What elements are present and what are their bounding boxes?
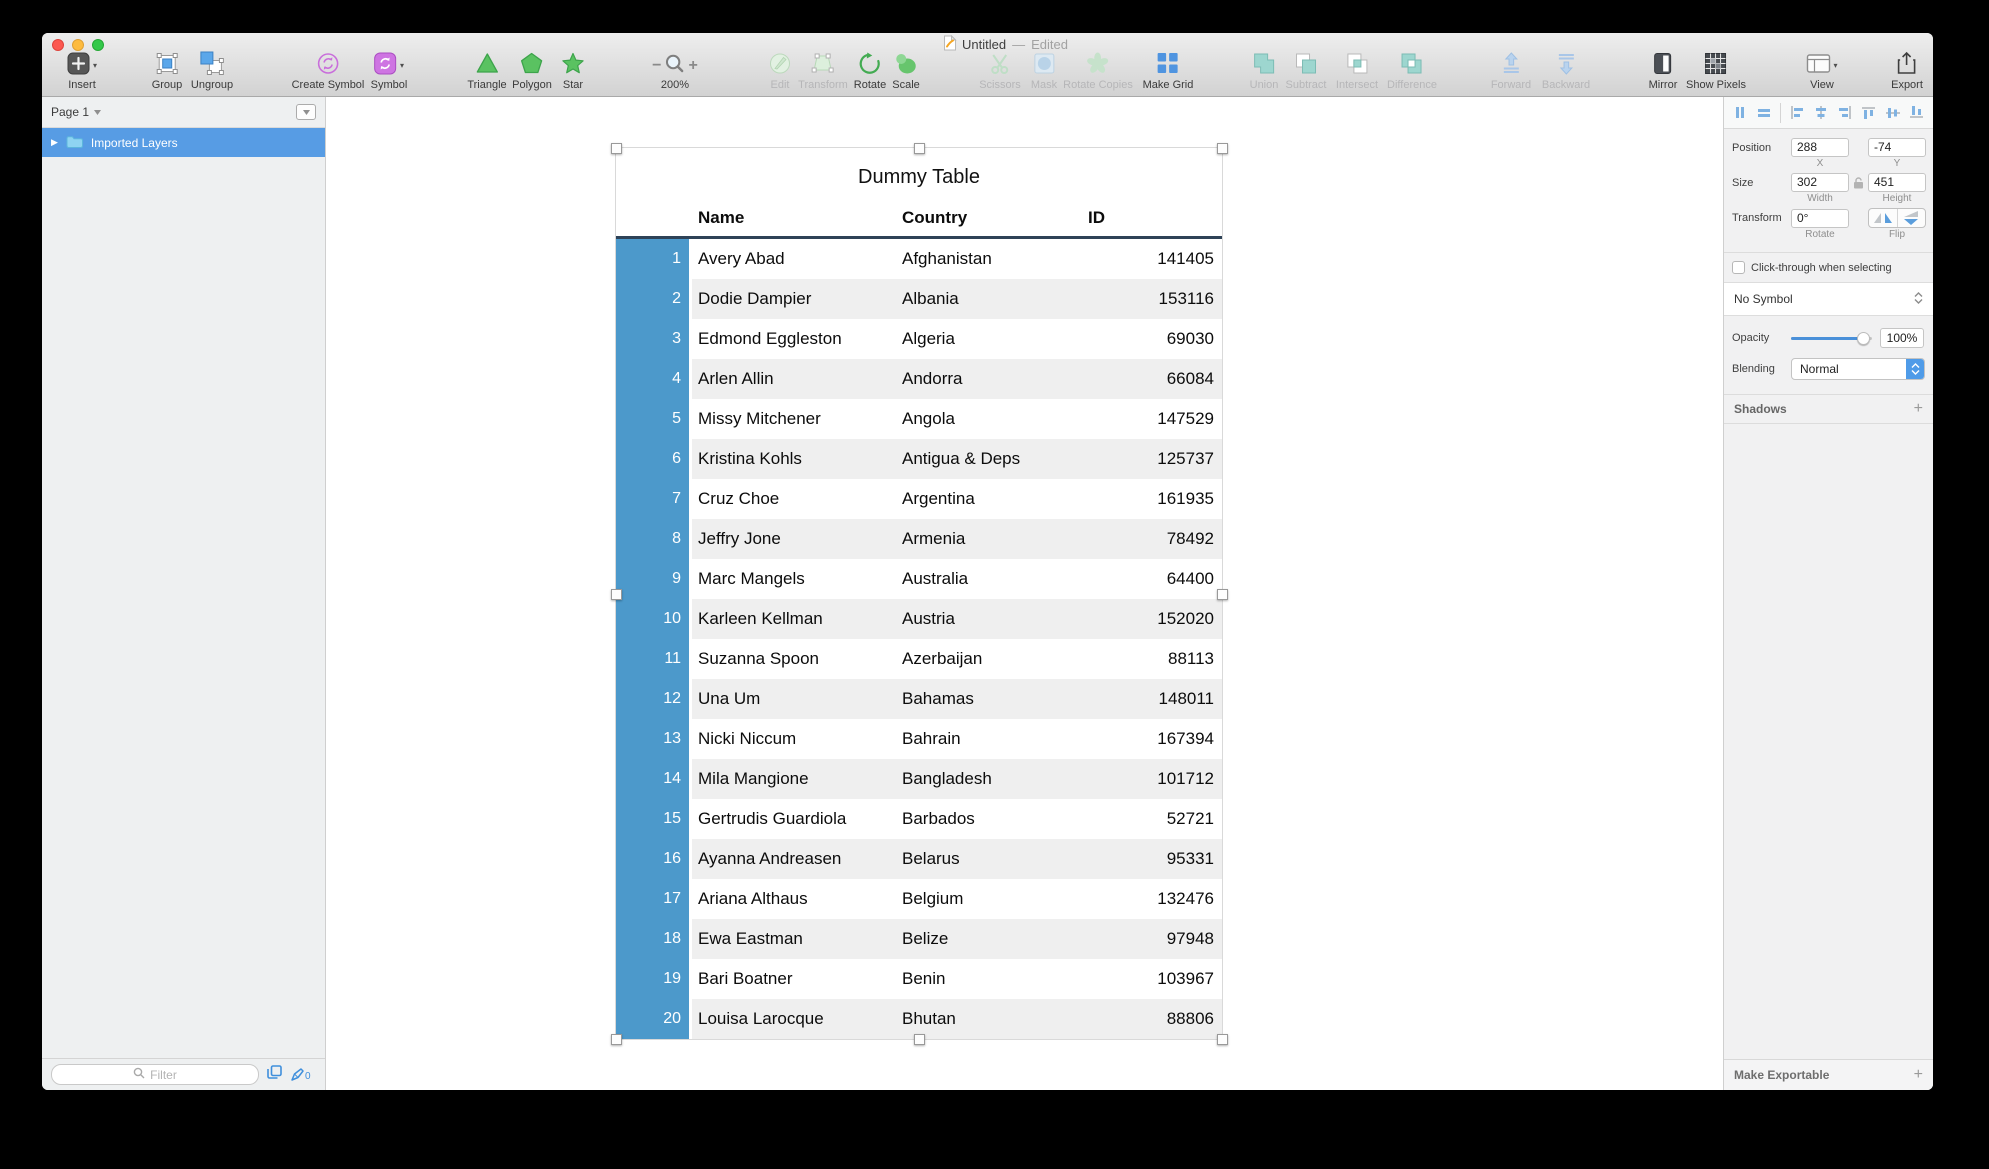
table-row (616, 879, 1222, 919)
table-row (616, 239, 1222, 279)
mirror-icon (1653, 52, 1673, 80)
cell-name: Karleen Kellman (698, 609, 823, 628)
cell-id: 148011 (1158, 689, 1214, 708)
close-button[interactable] (52, 39, 64, 51)
folder-icon (66, 135, 83, 151)
alignment-toolbar (1724, 97, 1933, 129)
selection-handle[interactable] (1217, 143, 1228, 154)
subtract-icon (1295, 52, 1318, 80)
opacity-slider[interactable] (1791, 332, 1872, 345)
shadows-section (1724, 394, 1933, 424)
flip-control (1868, 208, 1926, 228)
traffic-lights (52, 39, 104, 51)
chevron-down-icon: ▾ (92, 60, 98, 70)
rotate-icon (859, 52, 881, 80)
chevron-down-icon: ▾ (399, 60, 404, 70)
difference-button (1387, 52, 1437, 91)
main-area (42, 97, 1933, 1090)
row-number: 2 (616, 279, 692, 319)
flip-vertical-icon (1902, 210, 1920, 226)
group-icon (155, 52, 178, 80)
cell-id: 66084 (1166, 369, 1214, 388)
table-row (616, 839, 1222, 879)
table-row (616, 719, 1222, 759)
group-button[interactable] (152, 52, 183, 91)
page-selector[interactable] (42, 97, 325, 128)
cell-country: Armenia (902, 529, 966, 548)
cell-country: Belarus (902, 849, 960, 868)
row-number: 7 (616, 479, 692, 519)
cell-country: Bahrain (902, 729, 961, 748)
show-pixels-icon (1704, 52, 1727, 80)
show-pixels-button[interactable] (1686, 52, 1746, 91)
toolbar-item-label: Intersect (1335, 79, 1379, 91)
intersect-button (1336, 52, 1378, 91)
pen-icon (290, 1068, 304, 1082)
geometry-section (1724, 129, 1933, 244)
cell-country: Bahamas (902, 689, 974, 708)
cell-id: 152020 (1157, 609, 1214, 628)
slider-fill (1791, 337, 1863, 340)
view-icon (1806, 54, 1830, 78)
toolbar-item-label: Backward (1541, 79, 1591, 91)
cell-name: Una Um (698, 689, 761, 708)
cell-name: Nicki Niccum (698, 729, 797, 748)
pen-count: 0 (305, 1070, 311, 1082)
shadows-label: Shadows (1734, 402, 1787, 416)
table-row (616, 759, 1222, 799)
disclosure-triangle-icon[interactable]: ▶ (51, 137, 58, 147)
table-row (616, 679, 1222, 719)
forward-icon (1500, 52, 1523, 80)
row-number: 19 (616, 959, 692, 999)
row-number: 13 (616, 719, 692, 759)
slider-knob[interactable] (1857, 332, 1870, 345)
toolbar-item-label: Create Symbol (291, 79, 365, 91)
toolbar-item-label: Scissors (979, 79, 1021, 91)
selection-handle[interactable] (1217, 589, 1228, 600)
create-symbol-icon (316, 52, 339, 80)
toolbar-item-label: Mask (1030, 79, 1058, 91)
cell-id: 97948 (1166, 929, 1214, 948)
cell-name: Avery Abad (698, 249, 785, 268)
cell-name: Gertrudis Guardiola (698, 809, 847, 828)
layer-row-imported-layers[interactable] (42, 128, 325, 157)
cell-country: Argentina (902, 489, 975, 508)
transform-button (798, 52, 848, 91)
table-row (616, 519, 1222, 559)
cell-country: Bangladesh (902, 769, 992, 788)
forward-button (1491, 52, 1531, 91)
row-number: 8 (616, 519, 692, 559)
cell-country: Andorra (902, 369, 963, 388)
app-window (42, 33, 1933, 1090)
cell-id: 125737 (1157, 449, 1214, 468)
mask-button (1031, 52, 1057, 91)
cell-id: 101712 (1157, 769, 1214, 788)
zoom-window-button[interactable] (92, 39, 104, 51)
row-number: 20 (616, 999, 692, 1039)
cell-country: Algeria (902, 329, 955, 348)
row-number: 15 (616, 799, 692, 839)
rotate-button[interactable] (854, 52, 886, 91)
scissors-icon (989, 52, 1012, 80)
insert-button[interactable] (67, 52, 97, 91)
export-icon (1896, 51, 1917, 80)
window-chrome (42, 33, 1933, 97)
cell-id: 69030 (1166, 329, 1214, 348)
align-top-icon[interactable] (1859, 102, 1879, 124)
toolbar-item-label: View (1810, 79, 1834, 91)
toolbar-item-label: Make Grid (1142, 79, 1194, 91)
mirror-button[interactable] (1649, 52, 1678, 91)
toolbar-item-label: Export (1891, 79, 1923, 91)
align-middle-vertical-icon[interactable] (1883, 102, 1903, 124)
toolbar-item-label: Rotate (853, 79, 887, 91)
make-exportable[interactable] (1724, 1059, 1933, 1090)
updown-stepper-icon (1914, 291, 1923, 308)
layers-sidebar (42, 97, 326, 1090)
selection-handle[interactable] (611, 1034, 622, 1045)
cell-name: Edmond Eggleston (698, 329, 842, 348)
chevron-down-icon: ▾ (1833, 60, 1838, 70)
cell-country: Antigua & Deps (902, 449, 1021, 468)
titlebar (943, 36, 1068, 53)
flip-horizontal-button[interactable] (1869, 209, 1898, 227)
dropdown-stepper-icon (1906, 359, 1924, 379)
table-object[interactable] (616, 148, 1222, 1039)
toolbar-item-label: Scale (892, 79, 920, 91)
transform-icon (812, 52, 835, 79)
union-icon (1253, 52, 1276, 80)
polygon-icon (520, 52, 543, 79)
selection-handle[interactable] (611, 143, 622, 154)
cell-name: Arlen Allin (698, 369, 774, 388)
backward-icon (1554, 52, 1577, 80)
ungroup-button[interactable] (191, 52, 233, 91)
table-row (616, 599, 1222, 639)
cell-id: 161935 (1157, 489, 1214, 508)
row-number: 9 (616, 559, 692, 599)
align-bottom-icon[interactable] (1907, 102, 1927, 124)
table-title: Dummy Table (858, 166, 980, 188)
inspector-panel (1723, 97, 1933, 1090)
table-row (616, 279, 1222, 319)
zoom-button[interactable] (652, 52, 698, 91)
title-separator: — (1012, 37, 1026, 52)
cell-country: Austria (902, 609, 955, 628)
cell-id: 153116 (1158, 289, 1214, 308)
window-title: Untitled (962, 37, 1007, 52)
rotate-copies-button (1063, 52, 1133, 91)
toolbar-item-label: Symbol (370, 79, 408, 91)
table-row (616, 959, 1222, 999)
search-icon (133, 1067, 145, 1082)
triangle-button[interactable] (467, 52, 506, 91)
insert-icon (67, 52, 90, 80)
toolbar-item-label: Group (151, 79, 183, 91)
cell-country: Albania (902, 289, 959, 308)
zoom-icon (665, 53, 686, 79)
toolbar-item-label: Difference (1387, 79, 1437, 91)
cell-id: 88113 (1167, 649, 1214, 668)
filter-bar (42, 1058, 325, 1090)
table-rows (616, 239, 1222, 1039)
star-button[interactable] (561, 52, 585, 91)
table-row (616, 639, 1222, 679)
scissors-button (979, 52, 1021, 91)
create-symbol-button[interactable] (292, 52, 365, 91)
cell-name: Ewa Eastman (698, 929, 803, 948)
row-number: 4 (616, 359, 692, 399)
cell-id: 52721 (1166, 809, 1214, 828)
toolbar-item-label: Edit (770, 79, 790, 91)
row-number: 10 (616, 599, 692, 639)
column-header-country: Country (902, 208, 968, 227)
union-button (1250, 52, 1279, 91)
table-row (616, 559, 1222, 599)
table-row (616, 479, 1222, 519)
mask-icon (1033, 52, 1056, 80)
table-row (616, 319, 1222, 359)
symbol-button[interactable] (371, 52, 408, 91)
cell-id: 147529 (1157, 409, 1214, 428)
click-through-label: Click-through when selecting (1751, 261, 1892, 274)
layer-name: Imported Layers (90, 135, 178, 150)
row-number: 12 (616, 679, 692, 719)
row-number: 1 (616, 239, 692, 279)
cell-country: Barbados (902, 809, 975, 828)
filter-input[interactable] (51, 1064, 259, 1085)
cell-name: Cruz Choe (698, 489, 780, 508)
opacity-label: Opacity (1732, 332, 1770, 344)
toolbar-item-label: Star (562, 79, 584, 91)
canvas[interactable] (326, 97, 1723, 1090)
opacity-value-field[interactable]: 100% (1880, 328, 1924, 348)
toolbar-item-label: 200% (660, 79, 690, 91)
row-number: 14 (616, 759, 692, 799)
cell-name: Mila Mangione (698, 769, 809, 788)
cell-country: Bhutan (902, 1009, 956, 1028)
position-x-field[interactable]: 288 (1791, 138, 1849, 157)
transform-label: Transform (1732, 212, 1782, 224)
blending-value: Normal (1800, 362, 1839, 376)
table-row (616, 399, 1222, 439)
export-button[interactable] (1891, 52, 1923, 91)
cell-name: Marc Mangels (698, 569, 805, 588)
row-number: 5 (616, 399, 692, 439)
distribute-horizontal-icon[interactable] (1730, 102, 1750, 124)
view-button[interactable] (1806, 52, 1837, 91)
rotate-field[interactable]: 0° (1791, 209, 1849, 228)
chevron-down-icon (303, 110, 310, 115)
width-field[interactable]: 302 (1791, 173, 1849, 192)
cell-country: Azerbaijan (902, 649, 983, 668)
y-sublabel: Y (1893, 158, 1901, 169)
opacity-row (1732, 328, 1925, 348)
cell-country: Afghanistan (902, 249, 992, 268)
position-y-field[interactable]: -74 (1868, 138, 1926, 157)
blending-label: Blending (1732, 363, 1775, 375)
cell-name: Kristina Kohls (698, 449, 802, 468)
cell-country: Belize (902, 929, 949, 948)
make-exportable-label: Make Exportable (1734, 1068, 1830, 1082)
align-left-icon[interactable] (1787, 102, 1807, 124)
width-sublabel: Width (1807, 193, 1833, 204)
header-gutter (616, 200, 692, 236)
toolbar-item-label: Subtract (1285, 79, 1327, 91)
add-shadow-button[interactable]: + (1913, 400, 1923, 417)
selection-handle[interactable] (914, 143, 925, 154)
row-number: 6 (616, 439, 692, 479)
row-number: 17 (616, 879, 692, 919)
edit-icon (769, 52, 792, 80)
height-sublabel: Height (1882, 193, 1912, 204)
align-center-horizontal-icon[interactable] (1811, 102, 1831, 124)
cell-name: Jeffry Jone (698, 529, 781, 548)
table-row (616, 999, 1222, 1039)
scale-icon (895, 52, 918, 80)
selection-handle[interactable] (1217, 1034, 1228, 1045)
difference-icon (1401, 52, 1424, 80)
toolbar-item-label: Triangle (467, 79, 507, 91)
height-field[interactable]: 451 (1868, 173, 1926, 192)
row-number: 16 (616, 839, 692, 879)
flip-sublabel: Flip (1888, 229, 1906, 240)
column-header-name: Name (698, 208, 745, 227)
blending-row (1732, 358, 1925, 380)
cell-id: 88806 (1166, 1009, 1214, 1028)
add-export-button[interactable]: + (1913, 1066, 1923, 1083)
symbol-value: No Symbol (1734, 292, 1793, 306)
selection-handle[interactable] (611, 589, 622, 600)
table-row (616, 439, 1222, 479)
document-state: Edited (1031, 37, 1068, 52)
column-header-id: ID (1088, 208, 1105, 227)
cell-id: 167394 (1157, 729, 1214, 748)
cell-name: Bari Boatner (698, 969, 793, 988)
cell-country: Belgium (902, 889, 964, 908)
table-row (616, 359, 1222, 399)
cell-country: Benin (902, 969, 946, 988)
toolbar-item-label: Rotate Copies (1063, 79, 1133, 91)
toolbar-item-label: Union (1249, 79, 1279, 91)
polygon-button[interactable] (512, 52, 552, 91)
row-number: 11 (616, 639, 692, 679)
flip-vertical-button[interactable] (1898, 209, 1926, 227)
flip-horizontal-icon (1873, 210, 1893, 226)
lock-icon[interactable] (1849, 176, 1868, 189)
size-label: Size (1732, 176, 1754, 189)
cell-name: Ayanna Andreasen (698, 849, 842, 868)
distribute-vertical-icon[interactable] (1754, 102, 1774, 124)
toolbar-item-label: Transform (798, 79, 848, 91)
toolbar-item-label: Forward (1490, 79, 1532, 91)
click-through-checkbox[interactable] (1732, 261, 1745, 274)
cell-id: 78492 (1166, 529, 1214, 548)
cell-id: 64400 (1166, 569, 1214, 588)
toolbar-item-label: Mirror (1648, 79, 1678, 91)
cell-id: 141405 (1157, 249, 1214, 268)
make-grid-button[interactable] (1143, 52, 1194, 91)
subtract-button (1286, 52, 1327, 91)
filter-placeholder: Filter (150, 1067, 177, 1082)
toolbar-item-label: Polygon (512, 79, 552, 91)
intersect-icon (1346, 52, 1369, 80)
page-name: Page 1 (51, 105, 90, 119)
click-through-row (1724, 253, 1933, 274)
backward-button (1542, 52, 1590, 91)
scale-button[interactable] (892, 52, 920, 91)
toolbar-item-label: Insert (68, 79, 96, 91)
symbol-dropdown[interactable] (1724, 282, 1933, 316)
rotate-sublabel: Rotate (1805, 229, 1835, 240)
cell-country: Angola (902, 409, 955, 428)
page-list-button[interactable] (296, 104, 316, 120)
rotate-copies-icon (1087, 52, 1110, 80)
row-number: 18 (616, 919, 692, 959)
cell-id: 103967 (1157, 969, 1214, 988)
cell-name: Suzanna Spoon (698, 649, 819, 668)
symbol-icon (374, 52, 397, 80)
table-row (616, 919, 1222, 959)
chevron-down-icon (94, 110, 101, 115)
zoom-out-button[interactable]: − (652, 56, 662, 74)
divider (1780, 103, 1781, 123)
align-right-icon[interactable] (1835, 102, 1855, 124)
table-header (616, 200, 1222, 236)
x-sublabel: X (1816, 158, 1824, 169)
cell-name: Dodie Dampier (698, 289, 812, 308)
cell-country: Australia (902, 569, 969, 588)
cell-id: 132476 (1157, 889, 1214, 908)
cell-name: Louisa Larocque (698, 1009, 824, 1028)
cell-name: Ariana Althaus (698, 889, 808, 908)
table-row (616, 799, 1222, 839)
minimize-button[interactable] (72, 39, 84, 51)
blending-dropdown[interactable] (1791, 358, 1925, 380)
toolbar-item-label: Show Pixels (1686, 79, 1746, 91)
selection-handle[interactable] (914, 1034, 925, 1045)
ungroup-icon (200, 51, 224, 80)
cell-id: 95331 (1166, 849, 1214, 868)
pages-icon[interactable] (267, 1065, 282, 1084)
document-icon (943, 35, 956, 54)
make-grid-icon (1157, 52, 1179, 79)
zoom-in-button[interactable]: + (688, 56, 698, 74)
position-label: Position (1732, 141, 1772, 154)
star-icon (561, 52, 585, 80)
cell-name: Missy Mitchener (698, 409, 821, 428)
toolbar-item-label: Ungroup (190, 79, 234, 91)
pen-filter-button[interactable] (290, 1068, 311, 1082)
edit-button (769, 52, 792, 91)
row-number: 3 (616, 319, 692, 359)
triangle-icon (475, 52, 499, 79)
